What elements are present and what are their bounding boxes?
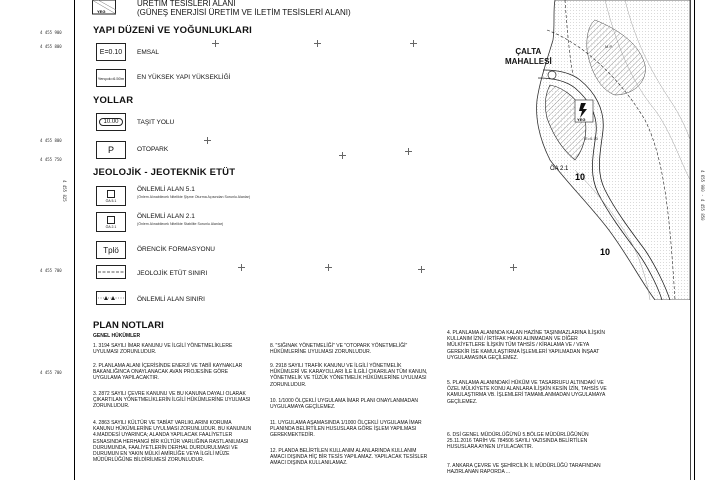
- header-line-2: (GÜNEŞ ENERJİSİ ÜRETİM VE İLETİM TESİSLERİ ALANI): [137, 8, 351, 17]
- vertical-coord-label: 4 455 825: [62, 180, 67, 202]
- map-logo-text: YEG: [577, 117, 586, 122]
- oa21-label: ÖNLEMLİ ALAN 2.1: [137, 213, 195, 220]
- plan-notes-title: PLAN NOTLARI: [93, 320, 164, 331]
- left-frame-line: [74, 0, 75, 480]
- svg-text:M.P.: M.P.: [605, 44, 613, 49]
- coord-label: 4 455 800: [40, 138, 62, 143]
- oa51-symbol: [96, 186, 126, 206]
- road-label: TAŞIT YOLU: [137, 119, 175, 126]
- section-title-jeoloji: JEOLOJİK - JEOTEKNİK ETÜT: [93, 167, 236, 178]
- right-frame-line-inner: [690, 0, 691, 480]
- note-col3-6: 6. DSİ GENEL MÜDÜRLÜĞÜ'NÜ 5.BÖLGE MÜDÜRLÜĞÜNÜN 25.11.2016 TARİH VE 784506 SAYILI YAZISINDA BELİRTİLEN HUSUSLARA AYNEN UYULACAKTIR.: [447, 432, 589, 451]
- registration-cross: [325, 264, 332, 271]
- section-title-yollar: YOLLAR: [93, 95, 134, 106]
- map-label-10: 10: [575, 172, 586, 182]
- oa51-box-icon: [107, 190, 115, 198]
- oa21-symbol-text: ÖA 2.1: [105, 224, 117, 229]
- emsal-symbol: E=0.10: [96, 43, 126, 61]
- right-frame-line: [694, 0, 695, 480]
- header-line-1: ÜRETİM TESİSLERİ ALANI: [137, 0, 236, 8]
- coord-label: 4 455 800: [40, 44, 62, 49]
- note-col3-7: 7. ANKARA ÇEVRE VE ŞEHİRCİLİK İL MÜDÜRLÜĞÜ TARAFINDAN HAZIRLANAN RAPORDA ...: [447, 463, 601, 476]
- tplo-label: ÖRENCİK FORMASYONU: [137, 246, 216, 253]
- oa21-symbol: [96, 212, 126, 232]
- oa51-label: ÖNLEMLİ ALAN 5.1: [137, 186, 195, 193]
- registration-cross: [238, 264, 245, 271]
- registration-cross: [212, 40, 219, 47]
- svg-text:10: 10: [600, 247, 611, 257]
- onlemli-boundary-icon: [96, 291, 126, 305]
- onlemli-boundary-label: ÖNLEMLİ ALAN SINIRI: [137, 296, 205, 303]
- note-col2-11: 11. UYGULAMA AŞAMASINDA 1/1000 ÖLÇEKLİ UYGULAMA İMAR PLANINDA BELİRTİLEN HUSUSLARA GÖRE İŞLEM YAPILMASI GEREKMEKTEDİR.: [270, 420, 422, 439]
- emsal-label: EMSAL: [137, 49, 160, 56]
- locality-line-2: MAHALLESİ: [505, 57, 552, 66]
- registration-cross: [405, 148, 412, 155]
- coord-label: 4 455 700: [40, 268, 62, 273]
- oa21-box-icon: [107, 216, 115, 224]
- note-col2-12: 12. PLANDA BELİRTİLEN KULLANIM ALANLARINDA KULLANIM AMACI DIŞINDA HİÇ BİR TESİS YAPILAMAZ. YAPILACAK TESİSLER AMACI DIŞINDA KULLANILAMAZ.: [270, 448, 428, 467]
- oa51-sublabel: (Önlem Alınabilecek Nitelikte Şişme Oturma Açısından Sorunlu Alanlar): [137, 195, 251, 199]
- svg-text:YEG: YEG: [97, 9, 106, 14]
- plan-notes-subtitle: GENEL HÜKÜMLER: [93, 333, 141, 339]
- jeo-boundary-label: JEOLOJİK ETÜT SINIRI: [137, 270, 208, 277]
- note-col1-1: 1. 3194 SAYILI İMAR KANUNU VE İLGİLİ YÖNETMELİKLERE UYULMASI ZORUNLUDUR.: [93, 343, 233, 356]
- locality-line-1: ÇALTA: [515, 47, 542, 56]
- parking-symbol: P: [96, 141, 126, 159]
- note-col2-8: 8. "SIĞINAK YÖNETMELİĞİ" VE "OTOPARK YÖNETMELİĞİ" HÜKÜMLERİNE UYULMASI ZORUNLUDUR.: [270, 343, 408, 356]
- coord-label: 4 455 700: [40, 370, 62, 375]
- vertical-coord-label: 4 655 900 - 4 455 850: [700, 170, 705, 221]
- section-title-yapi: YAPI DÜZENİ VE YOĞUNLUKLARI: [93, 25, 253, 36]
- road-width-value: 10.00: [99, 118, 122, 126]
- registration-cross: [314, 40, 321, 47]
- coord-label: 4 455 750: [40, 157, 62, 162]
- oa21-sublabel: (Önlem Alınabilecek Nitelikte Stabilite Sorunlu Alanlar): [137, 222, 224, 226]
- yencok-label: EN YÜKSEK YAPI YÜKSEKLİĞİ: [137, 74, 231, 81]
- registration-cross: [204, 137, 211, 144]
- registration-cross: [339, 152, 346, 159]
- tplo-symbol: Tplö: [96, 241, 126, 259]
- note-col1-2: 2. PLANLAMA ALANI İÇERİSİNDE ENERJİ VE TABİİ KAYNAKLAR BAKANLIĞINCA ONAYLANACAK AVAN PROJESİNE GÖRE UYGULAMA YAPILACAKTIR.: [93, 363, 243, 382]
- jeo-boundary-icon: [96, 265, 126, 279]
- registration-cross: [410, 40, 417, 47]
- locality-label: [505, 47, 552, 67]
- note-col1-3: 3. 2872 SAYILI ÇEVRE KANUNU VE BU KANUNA DAYALI OLARAK ÇIKARTILAN YÖNETMELİKLERİN İLGİLİ HÜKÜMLERİNE UYULMASI ZORUNLUDUR.: [93, 391, 251, 410]
- yencok-symbol: Yençok=6.50m: [96, 69, 126, 87]
- map-drawing: [455, 0, 690, 300]
- note-col3-5: 5. PLANLAMA ALANINDAKİ HÜKÜM VE TASARRUFU ALTINDAKİ VE ÖZEL MÜLKİYETE KONU ALANLARA İLİŞKİN KESİN İZİN, TAHSİS VE KAMULAŞTIRMA VB. İŞLEMLERİ TAMAMLANMADAN UYGULAMAYA GEÇİLEMEZ.: [447, 380, 607, 405]
- parking-label: OTOPARK: [137, 146, 169, 153]
- registration-cross: [418, 266, 425, 273]
- svg-text:E=0.10: E=0.10: [585, 136, 598, 141]
- note-col1-4: 4. 2863 SAYILI KÜLTÜR VE TABİAT VARLIKLARINI KORUMA KANUNU HÜKÜMLERİNE UYULMASI ZORUNLUDUR. BU KANUNUN 4.MADDESİ UYARINCA; ALANDA YAPILACAK FAALİYETLER ESNASINDA HERHANGİ BİR KÜLTÜR VARLIĞINA RASTLANILMASI DURUMUNDA, FAALİYETLERİN DERHAL DURDURULMASI VE DURUMUN EN YAKIN MÜLKİ AMİRLİĞE VEYA İLGİLİ MÜZE MÜDÜRLÜĞÜNE BİLDİRİLMESİ ZORUNLUDUR.: [93, 420, 252, 464]
- road-symbol: [96, 113, 126, 131]
- coord-label: 4 455 900: [40, 30, 62, 35]
- note-col2-9: 9. 2918 SAYILI TRAFİK KANUNU VE İLGİLİ YÖNETMELİK HÜKÜMLERİ VE KARAYOLLARI İLE İLGİLİ ÇIKARILAN TÜM KANUN, YÖNETMELİK VE TÜZÜK YÖNETMELİK HÜKÜMLERİNE UYULMASI ZORUNLUDUR.: [270, 363, 428, 388]
- map-label-oa21: ÖA 2.1: [550, 166, 569, 172]
- note-col3-4: 4. PLANLAMA ALANINDA KALAN HAZİNE TAŞINMAZLARINA İLİŞKİN KULLANIM İZNİ / İRTİFAK HAKKI ALINMADAN VE DİĞER MÜLKİYETLERE İLİŞKİN TÜM TAHSİS / KİRALAMA VE / VEYA GEREKİR İSE KAMULAŞTIRMA İŞLEMLERİ YAPILMADAN İNŞAAT UYGULAMASINA GEÇİLEMEZ.: [447, 330, 605, 361]
- yeg-logo-icon: [92, 0, 116, 15]
- note-col2-10: 10. 1/1000 ÖLÇEKLİ UYGULAMA İMAR PLANI ONAYLANMADAN UYGULAMAYA GEÇİLEMEZ.: [270, 398, 419, 411]
- oa51-symbol-text: ÖA 5.1: [105, 198, 117, 203]
